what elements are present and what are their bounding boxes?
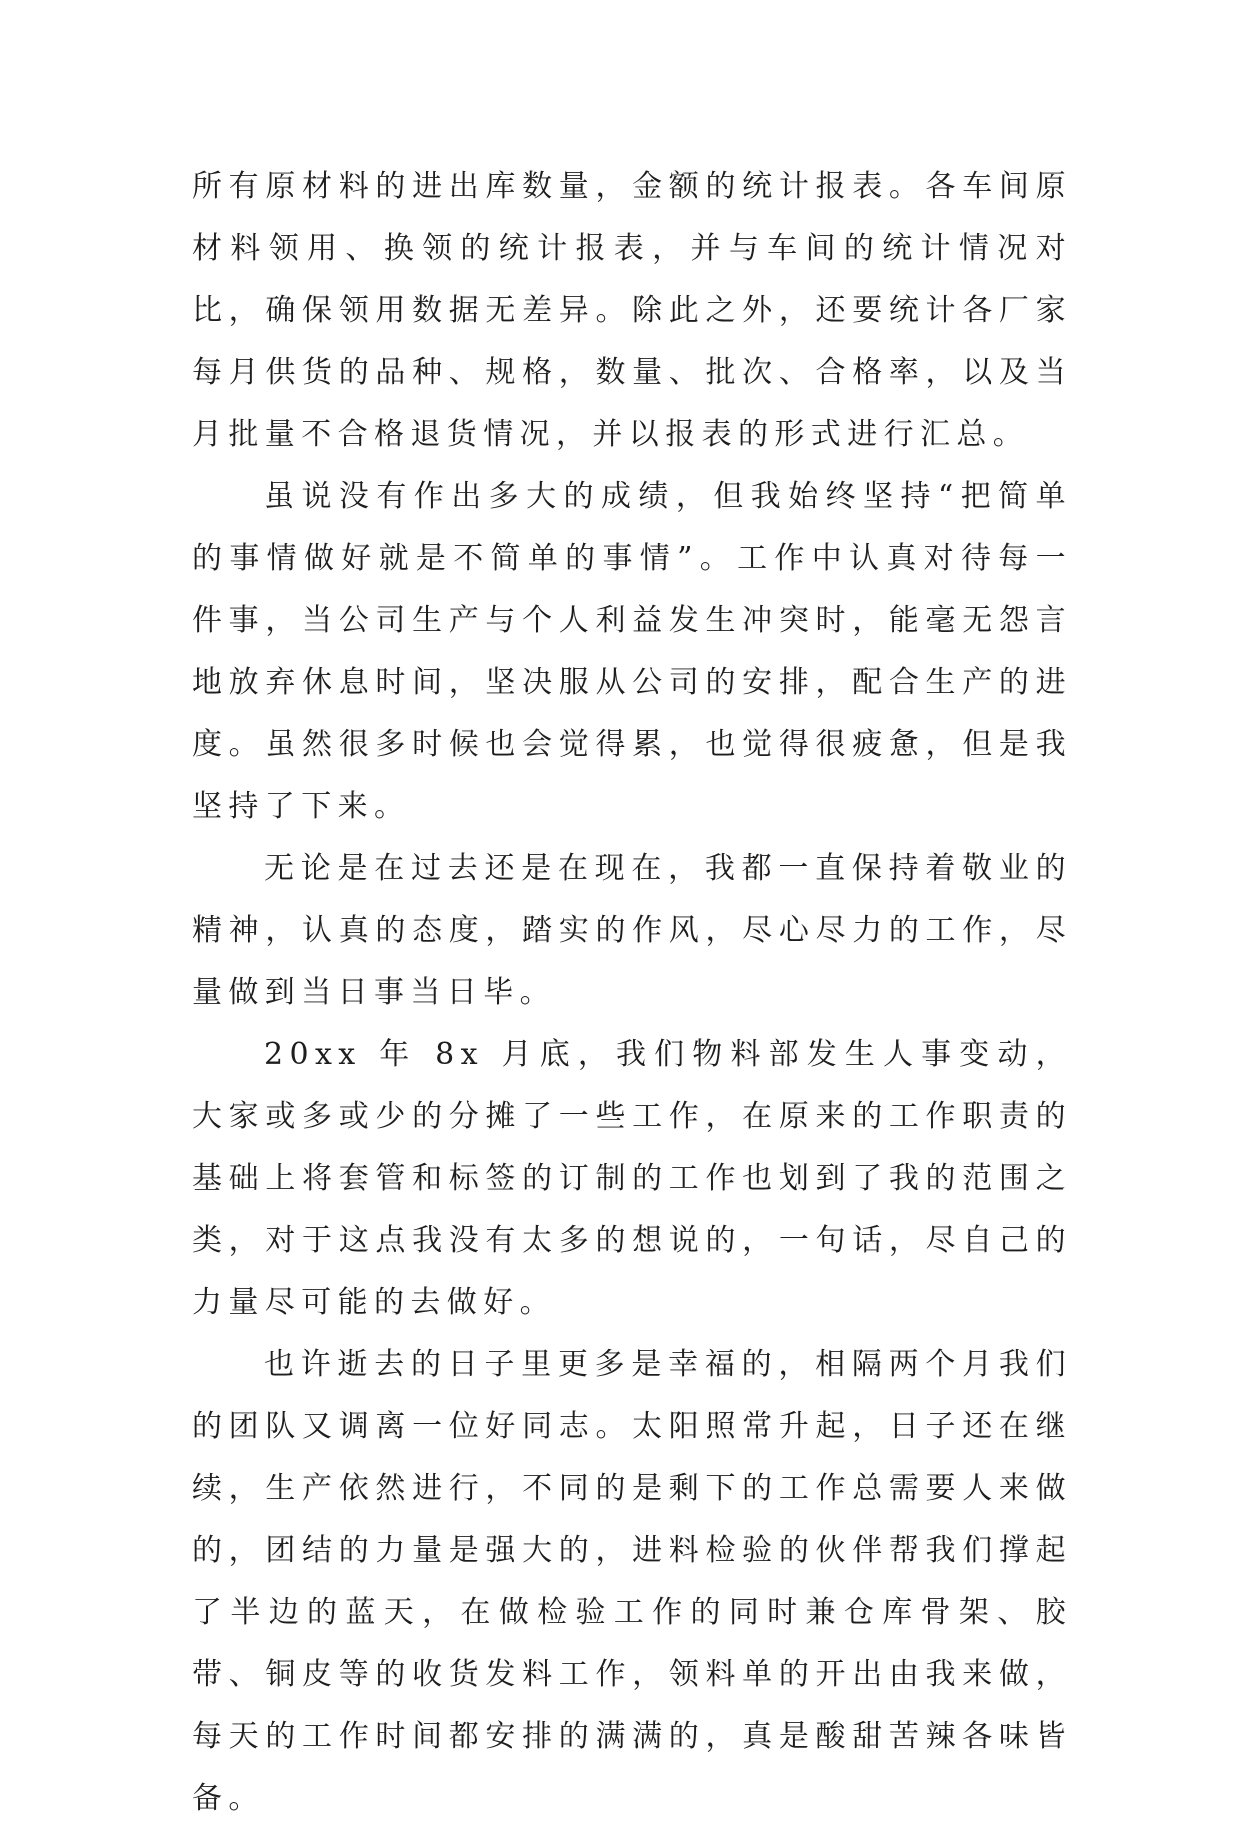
paragraph-1: 所有原材料的进出库数量，金额的统计报表。各车间原材料领用、换领的统计报表，并与车间的统计情况对比，确保领用数据无差异。除此之外，还要统计各厂家每月供货的品种、规格，数量、批次、合格率，以及当月批量不合格退货情况，并以报表的形式进行汇总。 [192, 169, 1072, 452]
paragraph-5: 也许逝去的日子里更多是幸福的，相隔两个月我们的团队又调离一位好同志。太阳照常升起，日子还在继续，生产依然进行，不同的是剩下的工作总需要人来做的，团结的力量是强大的，进料检验的伙伴帮我们撑起了半边的蓝天，在做检验工作的同时兼仓库骨架、胶带、铜皮等的收货发料工作，领料单的开出由我来做，每天的工作时间都安排的满满的，真是酸甜苦辣各味皆备。 [192, 1347, 1072, 1816]
paragraph-4: 20xx 年 8x 月底，我们物料部发生人事变动，大家或多或少的分摊了一些工作，在原来的工作职责的基础上将套管和标签的订制的工作也划到了我的范围之类，对于这点我没有太多的想说的，一句话，尽自己的力量尽可能的去做好。 [192, 1037, 1072, 1320]
paragraph-3: 无论是在过去还是在现在，我都一直保持着敬业的精神，认真的态度，踏实的作风，尽心尽力的工作，尽量做到当日事当日毕。 [192, 851, 1072, 1010]
paragraph-2: 虽说没有作出多大的成绩，但我始终坚持“把简单的事情做好就是不简单的事情”。工作中认真对待每一件事，当公司生产与个人利益发生冲突时，能毫无怨言地放弃休息时间，坚决服从公司的安排，配合生产的进度。虽然很多时候也会觉得累，也觉得很疲惫，但是我坚持了下来。 [192, 479, 1072, 824]
document-body [192, 156, 1072, 1830]
